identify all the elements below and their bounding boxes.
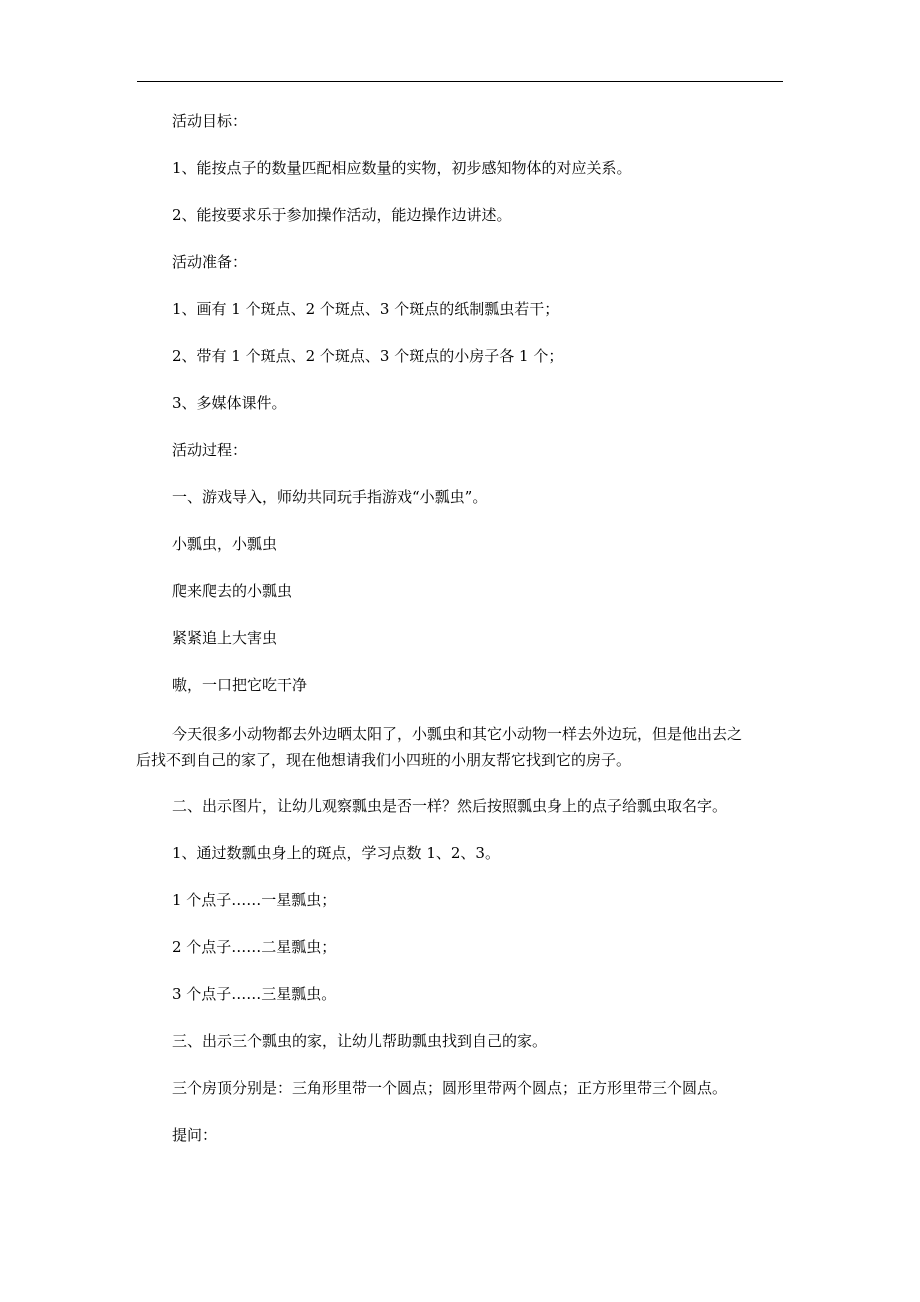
- heading-activity-process: 活动过程：: [172, 441, 248, 459]
- step-2-sub-1: 1、通过数瓢虫身上的斑点，学习点数 1、2、3。: [172, 844, 500, 862]
- document-body: [136, 110, 784, 1171]
- process-step-1: 一、游戏导入，师幼共同玩手指游戏“小瓢虫”。: [172, 488, 488, 506]
- heading-activity-preparation: 活动准备：: [172, 253, 248, 271]
- header-rule: [137, 81, 783, 82]
- rhyme-line-4: 嗷，一口把它吃干净: [172, 676, 308, 694]
- process-step-3: 三、出示三个瓢虫的家，让幼儿帮助瓢虫找到自己的家。: [172, 1032, 548, 1050]
- dot-name-3: 3 个点子……三星瓢虫。: [172, 985, 337, 1003]
- house-roofs-description: 三个房顶分别是：三角形里带一个圆点；圆形里带两个圆点；正方形里带三个圆点。: [172, 1079, 728, 1097]
- question-label: 提问：: [172, 1126, 218, 1144]
- dot-name-1: 1 个点子……一星瓢虫；: [172, 891, 337, 909]
- preparation-item-1: 1、画有 1 个斑点、2 个斑点、3 个斑点的纸制瓢虫若干；: [172, 300, 560, 318]
- dot-name-2: 2 个点子……二星瓢虫；: [172, 938, 337, 956]
- preparation-item-2: 2、带有 1 个斑点、2 个斑点、3 个斑点的小房子各 1 个；: [172, 347, 564, 365]
- process-step-2: 二、出示图片，让幼儿观察瓢虫是否一样？然后按照瓢虫身上的点子给瓢虫取名字。: [172, 797, 728, 815]
- rhyme-line-3: 紧紧追上大害虫: [172, 629, 278, 647]
- goal-item-1: 1、能按点子的数量匹配相应数量的实物，初步感知物体的对应关系。: [172, 159, 632, 177]
- preparation-item-3: 3、多媒体课件。: [172, 394, 287, 412]
- goal-item-2: 2、能按要求乐于参加操作活动，能边操作边讲述。: [172, 206, 512, 224]
- rhyme-line-2: 爬来爬去的小瓢虫: [172, 582, 293, 600]
- story-paragraph: 今天很多小动物都去外边晒太阳了，小瓢虫和其它小动物一样去外边玩，但是他出去之后找不到自己的家了，现在他想请我们小四班的小朋友帮它找到它的房子。: [136, 725, 743, 769]
- rhyme-line-1: 小瓢虫，小瓢虫: [172, 535, 278, 553]
- heading-activity-goals: 活动目标：: [172, 112, 248, 130]
